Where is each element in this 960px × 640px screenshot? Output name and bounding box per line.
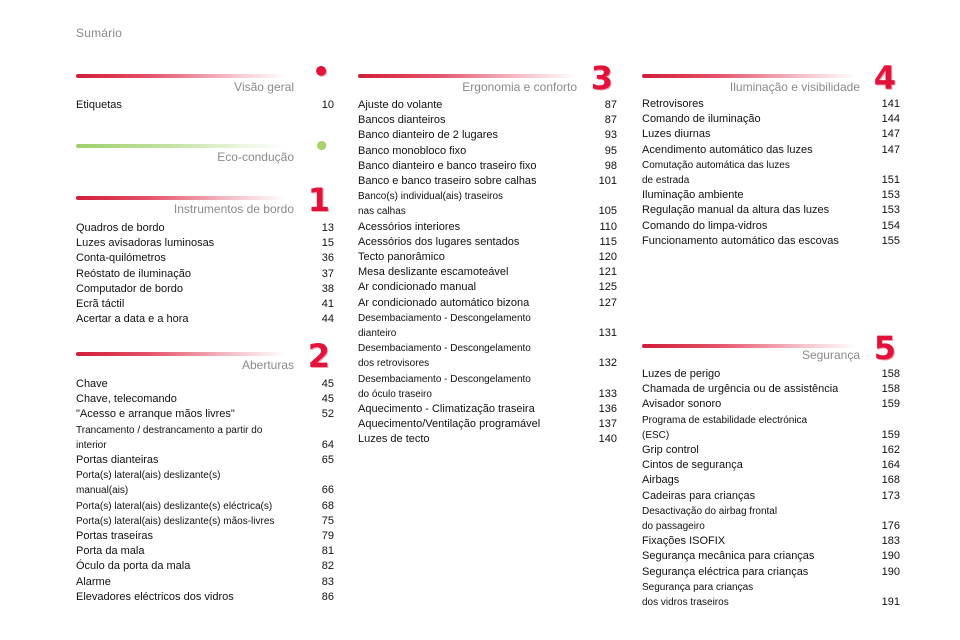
toc-entry-title: Porta(s) lateral(ais) deslizante(s) mãos-livres xyxy=(76,515,275,527)
toc-entry-page: 168 xyxy=(881,474,900,487)
toc-entry-page: 176 xyxy=(881,520,900,533)
entry-list xyxy=(76,377,334,605)
toc-entry[interactable] xyxy=(76,312,334,327)
toc-entry[interactable] xyxy=(76,267,334,282)
toc-entry[interactable] xyxy=(642,97,900,112)
section-title: Eco-condução xyxy=(217,150,294,164)
toc-entry-page: 190 xyxy=(881,550,900,563)
toc-entry-title: Aquecimento - Climatização traseira xyxy=(358,403,535,416)
toc-entry[interactable] xyxy=(642,219,900,234)
section-seguranca xyxy=(642,329,900,610)
toc-entry-title: Comando do limpa-vidros xyxy=(642,219,768,232)
toc-entry[interactable] xyxy=(642,367,900,382)
toc-entry-page: 66 xyxy=(321,484,334,497)
toc-entry-title: Aquecimento/Ventilação programável xyxy=(358,418,541,431)
toc-entry[interactable] xyxy=(642,413,900,443)
toc-entry-title: Portas traseiras xyxy=(76,530,154,543)
toc-entry-page: 52 xyxy=(321,408,334,421)
section-number-badge: 4 xyxy=(873,59,896,97)
toc-entry-title: Banco monobloco fixo xyxy=(358,144,467,157)
toc-entry-title: Airbags xyxy=(642,474,680,487)
toc-entry-title: Bancos dianteiros xyxy=(358,114,446,127)
toc-entry-page: 132 xyxy=(598,357,617,370)
section-header xyxy=(76,337,334,375)
toc-entry-page: 133 xyxy=(598,387,617,400)
toc-entry-page: 45 xyxy=(321,378,334,390)
section-visao-geral xyxy=(76,55,334,113)
toc-entry-title: Retrovisores xyxy=(642,98,704,110)
toc-entry-title: Desembaciamento - Descongelamento do óculo traseiro xyxy=(358,373,531,400)
section-header xyxy=(76,55,334,96)
toc-entry-page: 158 xyxy=(881,368,900,380)
toc-entry[interactable] xyxy=(76,282,334,297)
toc-entry[interactable] xyxy=(358,235,617,250)
toc-entry-title: Etiquetas xyxy=(76,99,122,111)
toc-entry-page: 65 xyxy=(321,454,334,467)
toc-entry-title: Trancamento / destrancamento a partir do interior xyxy=(76,424,263,451)
toc-entry-page: 121 xyxy=(598,266,617,279)
toc-entry[interactable] xyxy=(76,590,334,605)
toc-entry[interactable] xyxy=(642,504,900,534)
toc-entry-title: Óculo da porta da mala xyxy=(76,560,191,573)
toc-entry[interactable] xyxy=(358,311,617,341)
toc-entry-title: Luzes de perigo xyxy=(642,368,721,380)
toc-entry-title: Luzes diurnas xyxy=(642,128,711,141)
toc-entry-title: Porta da mala xyxy=(76,545,145,558)
toc-entry-page: 125 xyxy=(598,281,617,294)
toc-entry-page: 159 xyxy=(881,428,900,441)
toc-entry-title: Desembaciamento - Descongelamento dos retrovisores xyxy=(358,343,531,370)
toc-entry[interactable] xyxy=(642,203,900,218)
toc-entry[interactable] xyxy=(76,499,334,514)
toc-entry-page: 82 xyxy=(321,560,334,573)
toc-entry[interactable] xyxy=(358,113,617,128)
section-title: Aberturas xyxy=(241,358,294,372)
toc-entry-title: Comutação automática das luzes de estrada xyxy=(642,159,790,187)
toc-entry[interactable] xyxy=(76,407,334,422)
toc-entry[interactable] xyxy=(76,468,334,498)
entry-list xyxy=(642,97,900,249)
toc-entry-page: 191 xyxy=(881,596,900,609)
toc-entry-title: "Acesso e arranque mãos livres" xyxy=(76,408,235,421)
section-header xyxy=(642,329,900,367)
toc-entry[interactable] xyxy=(642,473,900,488)
toc-entry[interactable] xyxy=(358,402,617,417)
toc-entry[interactable] xyxy=(358,372,617,402)
toc-entry-page: 127 xyxy=(598,296,617,309)
toc-entry-title: Acessórios dos lugares sentados xyxy=(358,235,520,248)
section-aberturas xyxy=(76,337,334,605)
toc-entry-title: Grip control xyxy=(642,444,699,457)
toc-entry[interactable] xyxy=(358,250,617,265)
toc-entry[interactable] xyxy=(358,189,617,219)
toc-entry-title: Chave, telecomando xyxy=(76,393,177,406)
toc-entry-title: Conta-quilómetros xyxy=(76,252,166,265)
toc-entry[interactable] xyxy=(76,297,334,312)
toc-entry[interactable] xyxy=(76,559,334,574)
entry-list xyxy=(642,367,900,610)
toc-entry[interactable] xyxy=(642,143,900,158)
toc-entry-title: Reóstato de iluminação xyxy=(76,267,191,280)
toc-entry-title: Banco dianteiro e banco traseiro fixo xyxy=(358,159,537,172)
toc-entry[interactable] xyxy=(358,144,617,159)
toc-entry-page: 190 xyxy=(881,565,900,578)
toc-entry[interactable] xyxy=(76,529,334,544)
toc-entry-title: Acertar a data e a hora xyxy=(76,313,189,326)
toc-entry[interactable] xyxy=(642,382,900,397)
toc-entry-title: Banco e banco traseiro sobre calhas xyxy=(358,175,537,188)
entry-list xyxy=(358,98,617,448)
toc-entry[interactable] xyxy=(358,280,617,295)
toc-entry-title: Elevadores eléctricos dos vidros xyxy=(76,590,234,603)
toc-entry-title: Regulação manual da altura das luzes xyxy=(642,204,830,217)
toc-entry[interactable] xyxy=(642,580,900,610)
toc-entry[interactable] xyxy=(642,534,900,549)
toc-entry-title: Ar condicionado automático bizona xyxy=(358,296,530,309)
toc-entry[interactable] xyxy=(642,443,900,458)
toc-entry-title: Desactivação do airbag frontal do passageiro xyxy=(642,505,778,533)
toc-entry-title: Funcionamento automático das escovas xyxy=(642,234,839,247)
section-iluminacao-e-visibilidade xyxy=(642,59,900,249)
toc-entry[interactable] xyxy=(642,112,900,127)
toc-entry[interactable] xyxy=(76,423,334,453)
toc-entry[interactable] xyxy=(358,128,617,143)
toc-entry-title: Iluminação ambiente xyxy=(642,189,744,202)
toc-entry[interactable] xyxy=(642,549,900,564)
toc-entry[interactable] xyxy=(76,377,334,392)
toc-entry-title: Ajuste do volante xyxy=(358,99,443,111)
toc-entry[interactable] xyxy=(642,458,900,473)
section-title: Iluminação e visibilidade xyxy=(729,80,860,94)
section-number-badge: 3 xyxy=(590,59,613,97)
toc-entry-title: Acessórios interiores xyxy=(358,220,461,233)
section-header xyxy=(358,59,617,97)
toc-entry-page: 83 xyxy=(321,575,334,588)
toc-entry-page: 137 xyxy=(598,418,617,431)
toc-entry-page: 153 xyxy=(881,189,900,202)
toc-entry-title: Programa de estabilidade electrónica (ESC) xyxy=(642,414,808,441)
toc-entry-page: 141 xyxy=(881,98,900,110)
toc-entry-title: Segurança para crianças dos vidros traseiros xyxy=(642,581,754,609)
toc-entry-page: 162 xyxy=(881,444,900,457)
toc-entry-page: 173 xyxy=(881,489,900,502)
toc-entry[interactable] xyxy=(76,575,334,590)
section-header xyxy=(76,181,334,219)
toc-entry-page: 87 xyxy=(604,114,617,127)
toc-entry-page: 87 xyxy=(604,99,617,111)
section-divider-bar xyxy=(76,74,286,78)
toc-entry[interactable] xyxy=(358,159,617,174)
toc-entry[interactable] xyxy=(358,341,617,371)
toc-entry-page: 93 xyxy=(604,129,617,142)
toc-entry[interactable] xyxy=(358,220,617,235)
toc-entry-page: 164 xyxy=(881,459,900,472)
toc-entry[interactable] xyxy=(76,514,334,529)
section-divider-bar xyxy=(358,74,578,78)
toc-entry-page: 136 xyxy=(598,403,617,416)
toc-entry-page: 75 xyxy=(321,514,334,527)
toc-entry-page: 68 xyxy=(321,499,334,512)
toc-entry-page: 79 xyxy=(321,530,334,543)
toc-entry-title: Segurança mecânica para crianças xyxy=(642,550,815,563)
section-header xyxy=(76,132,334,166)
toc-entry-title: Alarme xyxy=(76,575,111,588)
toc-entry-page: 120 xyxy=(598,251,617,264)
toc-entry-page: 159 xyxy=(881,398,900,411)
toc-entry-title: Desembaciamento - Descongelamento dianteiro xyxy=(358,312,531,340)
toc-entry-page: 147 xyxy=(881,128,900,141)
section-divider-bar xyxy=(76,352,286,356)
toc-entry-page: 41 xyxy=(321,298,334,311)
toc-entry-title: Tecto panorâmico xyxy=(358,251,445,264)
toc-entry-title: Cadeiras para crianças xyxy=(642,489,756,502)
toc-entry[interactable] xyxy=(358,432,617,447)
section-divider-bar xyxy=(642,74,857,78)
toc-entry-page: 36 xyxy=(321,252,334,265)
toc-entry[interactable] xyxy=(76,236,334,251)
toc-entry[interactable] xyxy=(358,265,617,280)
section-eco-conducao xyxy=(76,132,334,166)
toc-entry-page: 15 xyxy=(321,237,334,250)
toc-entry-page: 153 xyxy=(881,204,900,217)
entry-list xyxy=(76,221,334,327)
toc-entry[interactable] xyxy=(76,251,334,266)
toc-entry-page: 155 xyxy=(881,234,900,247)
toc-entry[interactable] xyxy=(642,234,900,249)
toc-entry-page: 98 xyxy=(604,159,617,172)
section-number-badge: • xyxy=(312,55,330,88)
toc-entry-page: 158 xyxy=(881,383,900,396)
toc-entry-page: 147 xyxy=(881,143,900,156)
toc-entry[interactable] xyxy=(642,397,900,412)
toc-entry[interactable] xyxy=(76,221,334,236)
toc-entry-title: Ecrã táctil xyxy=(76,298,125,311)
toc-entry-title: Comando de iluminação xyxy=(642,113,761,126)
toc-entry-page: 140 xyxy=(598,433,617,446)
toc-entry[interactable] xyxy=(642,489,900,504)
section-divider-bar xyxy=(76,196,286,200)
toc-entry[interactable] xyxy=(642,158,900,188)
toc-entry-page: 86 xyxy=(321,590,334,603)
section-title: Instrumentos de bordo xyxy=(173,202,294,216)
section-ergonomia-e-conforto xyxy=(358,59,617,448)
toc-entry-title: Computador de bordo xyxy=(76,282,184,295)
toc-entry-title: Banco(s) individual(ais) traseiros nas calhas xyxy=(358,191,504,218)
toc-entry-title: Segurança eléctrica para crianças xyxy=(642,565,809,578)
toc-entry[interactable] xyxy=(76,544,334,559)
toc-entry[interactable] xyxy=(642,127,900,142)
toc-entry-page: 13 xyxy=(321,222,334,234)
section-title: Segurança xyxy=(801,348,860,362)
toc-entry-page: 95 xyxy=(604,144,617,157)
section-number-badge: 2 xyxy=(307,337,330,375)
toc-entry-page: 183 xyxy=(881,535,900,548)
page-header-label[interactable]: Sumário xyxy=(76,26,123,40)
toc-entry[interactable] xyxy=(358,296,617,311)
toc-entry-page: 64 xyxy=(321,438,334,451)
toc-entry-title: Ar condicionado manual xyxy=(358,281,477,294)
toc-entry-title: Quadros de bordo xyxy=(76,222,165,234)
toc-entry-page: 10 xyxy=(321,99,334,111)
toc-entry-title: Chamada de urgência ou de assistência xyxy=(642,383,839,396)
toc-entry-page: 37 xyxy=(321,267,334,280)
toc-entry[interactable] xyxy=(358,174,617,189)
toc-entry-page: 154 xyxy=(881,219,900,232)
toc-entry[interactable] xyxy=(358,98,617,113)
section-header xyxy=(642,59,900,97)
section-title: Ergonomia e conforto xyxy=(462,80,577,94)
toc-entry[interactable] xyxy=(76,392,334,407)
toc-entry[interactable] xyxy=(642,565,900,580)
toc-entry[interactable] xyxy=(76,453,334,468)
toc-entry-page: 101 xyxy=(598,175,617,188)
toc-entry-title: Mesa deslizante escamoteável xyxy=(358,266,509,279)
section-title: Visão geral xyxy=(234,80,294,94)
toc-entry-page: 105 xyxy=(598,205,617,218)
toc-entry-title: Cintos de segurança xyxy=(642,459,743,472)
toc-entry-page: 131 xyxy=(598,327,617,340)
section-instrumentos-de-bordo xyxy=(76,181,334,327)
toc-entry[interactable] xyxy=(76,98,334,113)
toc-entry-page: 110 xyxy=(599,220,617,233)
section-divider-bar xyxy=(76,144,286,148)
toc-entry-title: Fixações ISOFIX xyxy=(642,535,726,548)
section-leaf-badge: • xyxy=(313,132,330,162)
toc-entry-page: 38 xyxy=(321,282,334,295)
toc-entry-page: 151 xyxy=(881,174,900,187)
toc-entry-page: 81 xyxy=(321,545,334,558)
section-number-badge: 5 xyxy=(873,329,896,367)
toc-entry-title: Portas dianteiras xyxy=(76,454,159,467)
toc-entry-title: Porta(s) lateral(ais) deslizante(s) manual(ais) xyxy=(76,470,221,497)
toc-entry-page: 44 xyxy=(321,313,334,326)
toc-entry[interactable] xyxy=(642,188,900,203)
toc-entry-page: 45 xyxy=(321,393,334,406)
toc-entry-title: Chave xyxy=(76,378,108,390)
entry-list xyxy=(76,98,334,113)
toc-entry-page: 144 xyxy=(881,113,900,126)
section-number-badge: 1 xyxy=(307,181,330,219)
toc-entry-title: Luzes de tecto xyxy=(358,433,430,446)
toc-entry-page: 115 xyxy=(599,235,617,248)
toc-entry-title: Acendimento automático das luzes xyxy=(642,143,813,156)
toc-entry[interactable] xyxy=(358,417,617,432)
toc-entry-title: Luzes avisadoras luminosas xyxy=(76,237,215,250)
toc-entry-title: Banco dianteiro de 2 lugares xyxy=(358,129,499,142)
toc-entry-title: Avisador sonoro xyxy=(642,398,722,411)
toc-entry-title: Porta(s) lateral(ais) deslizante(s) eléctrica(s) xyxy=(76,500,273,512)
